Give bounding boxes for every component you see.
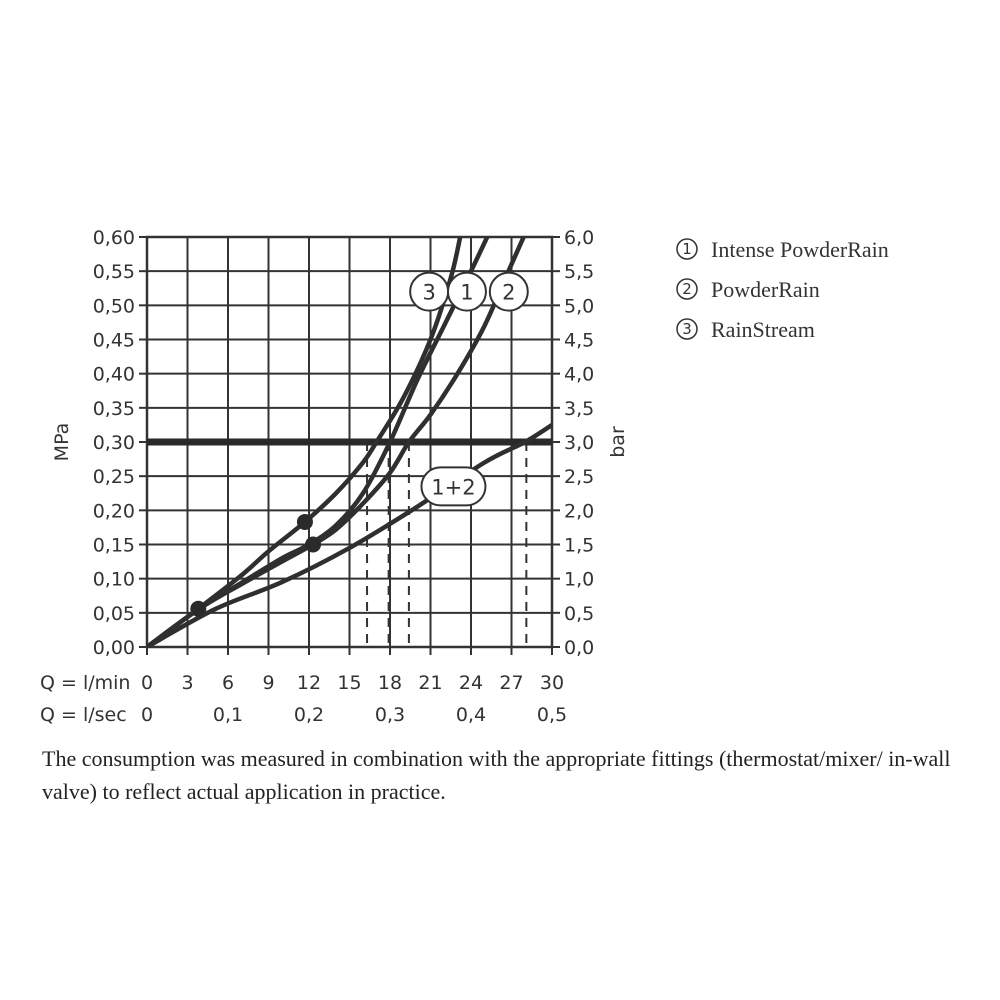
- y-left-tick-label: 0,60: [92, 227, 135, 249]
- footnote-text: The consumption was measured in combination with the appropriate fittings (thermostat/mixer/ in-wall valve) to reflect actual application in practice.: [42, 746, 951, 804]
- y-left-tick-label: 0,40: [92, 363, 135, 386]
- y-left-tick-label: 0,55: [92, 261, 135, 284]
- x-lmin-axis-title: Q = l/min: [40, 672, 131, 694]
- y-right-axis-title: bar: [607, 426, 629, 458]
- curve-label-text: 3: [422, 280, 436, 305]
- y-right-tick-label: 1,0: [564, 568, 595, 591]
- y-right-tick-label: 4,0: [564, 363, 595, 386]
- x-lmin-tick-label: 9: [262, 672, 275, 694]
- x-lmin-tick-label: 0: [140, 672, 154, 694]
- y-right-tick-label: 0,5: [564, 602, 595, 625]
- legend-label: PowderRain: [711, 277, 820, 302]
- y-left-axis-title: MPa: [51, 422, 73, 462]
- legend-number: 1: [682, 240, 692, 258]
- y-right-tick-label: 2,0: [564, 500, 595, 523]
- x-lsec-tick-label: 0,3: [374, 704, 406, 726]
- legend-label: Intense PowderRain: [711, 237, 889, 262]
- y-right-tick-label: 6,0: [564, 227, 595, 249]
- y-left-tick-label: 0,20: [92, 500, 135, 523]
- data-point-marker: [297, 514, 313, 530]
- y-left-tick-label: 0,50: [92, 295, 135, 318]
- x-lmin-tick-label: 15: [337, 672, 362, 694]
- y-left-tick-label: 0,45: [92, 329, 135, 352]
- y-right-tick-label: 5,5: [564, 261, 595, 284]
- x-lmin-tick-label: 12: [296, 672, 322, 694]
- x-lsec-tick-label: 0,5: [536, 704, 568, 726]
- x-lsec-tick-label: 0,2: [293, 704, 325, 726]
- curve-label-text: 2: [502, 280, 516, 305]
- x-lsec-axis-title: Q = l/sec: [40, 704, 127, 726]
- data-point-marker: [190, 601, 206, 617]
- y-right-tick-label: 0,0: [564, 637, 595, 659]
- y-right-tick-label: 1,5: [564, 534, 595, 557]
- y-left-tick-label: 0,00: [92, 637, 135, 659]
- x-lsec-tick-label: 0: [140, 704, 154, 726]
- x-lsec-tick-label: 0,4: [455, 704, 487, 726]
- legend-number: 3: [682, 320, 692, 338]
- y-left-tick-label: 0,10: [92, 568, 135, 591]
- curve-label-text: 1: [460, 280, 474, 305]
- y-left-tick-label: 0,25: [92, 466, 135, 489]
- x-lmin-tick-label: 27: [499, 672, 524, 694]
- y-left-tick-label: 0,15: [92, 534, 135, 557]
- x-lmin-tick-label: 3: [181, 672, 194, 694]
- legend-label: RainStream: [711, 317, 815, 342]
- y-right-tick-label: 3,0: [564, 432, 595, 454]
- curve-label-text: 1+2: [431, 475, 476, 500]
- y-left-tick-label: 0,30: [92, 432, 135, 454]
- y-left-tick-label: 0,05: [92, 602, 135, 625]
- x-lmin-tick-label: 18: [377, 672, 403, 694]
- x-lmin-tick-label: 6: [221, 672, 235, 694]
- x-lsec-tick-label: 0,1: [212, 704, 244, 726]
- x-lmin-tick-label: 21: [418, 672, 443, 694]
- y-right-tick-label: 2,5: [564, 466, 595, 489]
- y-right-tick-label: 5,0: [564, 295, 595, 318]
- y-right-tick-label: 4,5: [564, 329, 595, 352]
- y-left-tick-label: 0,35: [92, 397, 135, 420]
- x-lmin-tick-label: 30: [539, 672, 565, 694]
- y-right-tick-label: 3,5: [564, 397, 595, 420]
- legend-number: 2: [682, 280, 692, 298]
- x-lmin-tick-label: 24: [458, 672, 484, 694]
- data-point-marker: [305, 537, 321, 553]
